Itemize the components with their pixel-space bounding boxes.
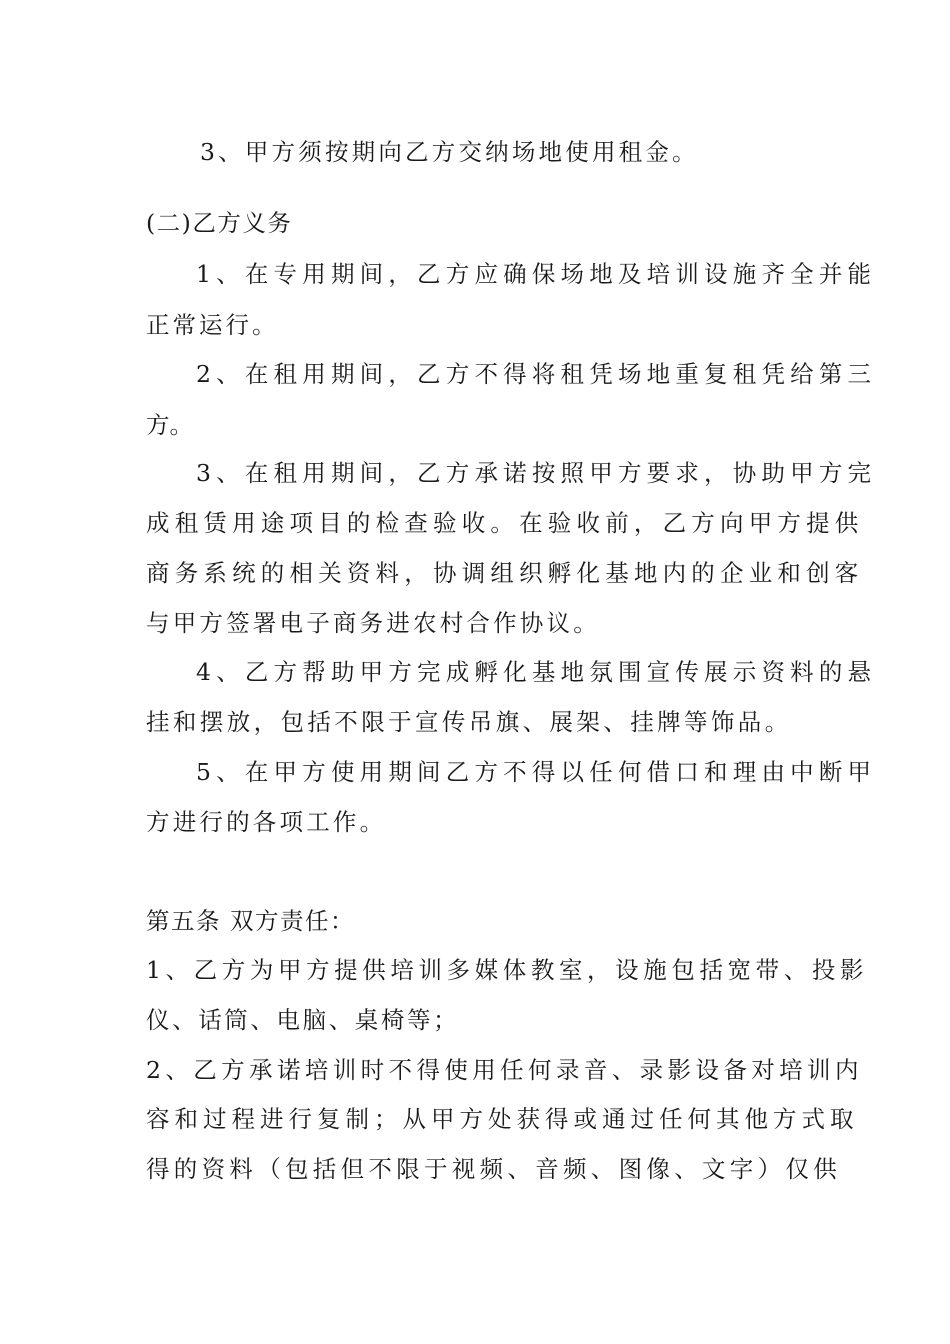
party-b-clause-2-line-1: 2、在租用期间，乙方不得将租凭场地重复租凭给第三 bbox=[196, 360, 877, 388]
party-b-clause-3-line-3: 商务系统的相关资料，协调组织孵化基地内的企业和创客 bbox=[146, 559, 864, 587]
party-b-clause-5-line-2: 方进行的各项工作。 bbox=[146, 808, 387, 836]
article-5-clause-2-line-1: 2、乙方承诺培训时不得使用任何录音、录影设备对培训内 bbox=[146, 1056, 863, 1084]
party-b-clause-4-line-1: 4、乙方帮助甲方完成孵化基地氛围宣传展示资料的悬 bbox=[196, 658, 877, 686]
article-5-clause-2-line-3: 得的资料（包括但不限于视频、音频、图像、文字）仅供 bbox=[146, 1155, 841, 1183]
party-b-clause-4-line-2: 挂和摆放，包括不限于宣传吊旗、展架、挂牌等饰品。 bbox=[146, 708, 792, 736]
article-5-clause-1-line-2: 仪、话筒、电脑、桌椅等； bbox=[146, 1006, 460, 1034]
party-b-clause-5-line-1: 5、在甲方使用期间乙方不得以任何借口和理由中断甲 bbox=[196, 758, 877, 786]
party-b-clause-1-line-2: 正常运行。 bbox=[146, 311, 279, 339]
party-b-clause-3-line-4: 与甲方签署电子商务进农村合作协议。 bbox=[146, 609, 600, 637]
party-b-clause-2-line-2: 方。 bbox=[146, 411, 193, 439]
party-a-obligation-3: 3、甲方须按期向乙方交纳场地使用租金。 bbox=[200, 138, 699, 166]
party-b-clause-1-line-1: 1、在专用期间，乙方应确保场地及培训设施齐全并能 bbox=[196, 260, 877, 288]
article-5-clause-2-line-2: 容和过程进行复制；从甲方处获得或通过任何其他方式取 bbox=[146, 1105, 859, 1133]
article-5-clause-1-line-1: 1、乙方为甲方提供培训多媒体教室，设施包括宽带、投影 bbox=[146, 956, 869, 984]
article-5-heading: 第五条 双方责任： bbox=[146, 907, 355, 935]
party-b-clause-3-line-1: 3、在租用期间，乙方承诺按照甲方要求，协助甲方完 bbox=[196, 459, 877, 487]
section-heading-party-b: (二)乙方义务 bbox=[146, 209, 293, 237]
party-b-clause-3-line-2: 成租赁用途项目的检查验收。在验收前，乙方向甲方提供 bbox=[146, 509, 864, 537]
